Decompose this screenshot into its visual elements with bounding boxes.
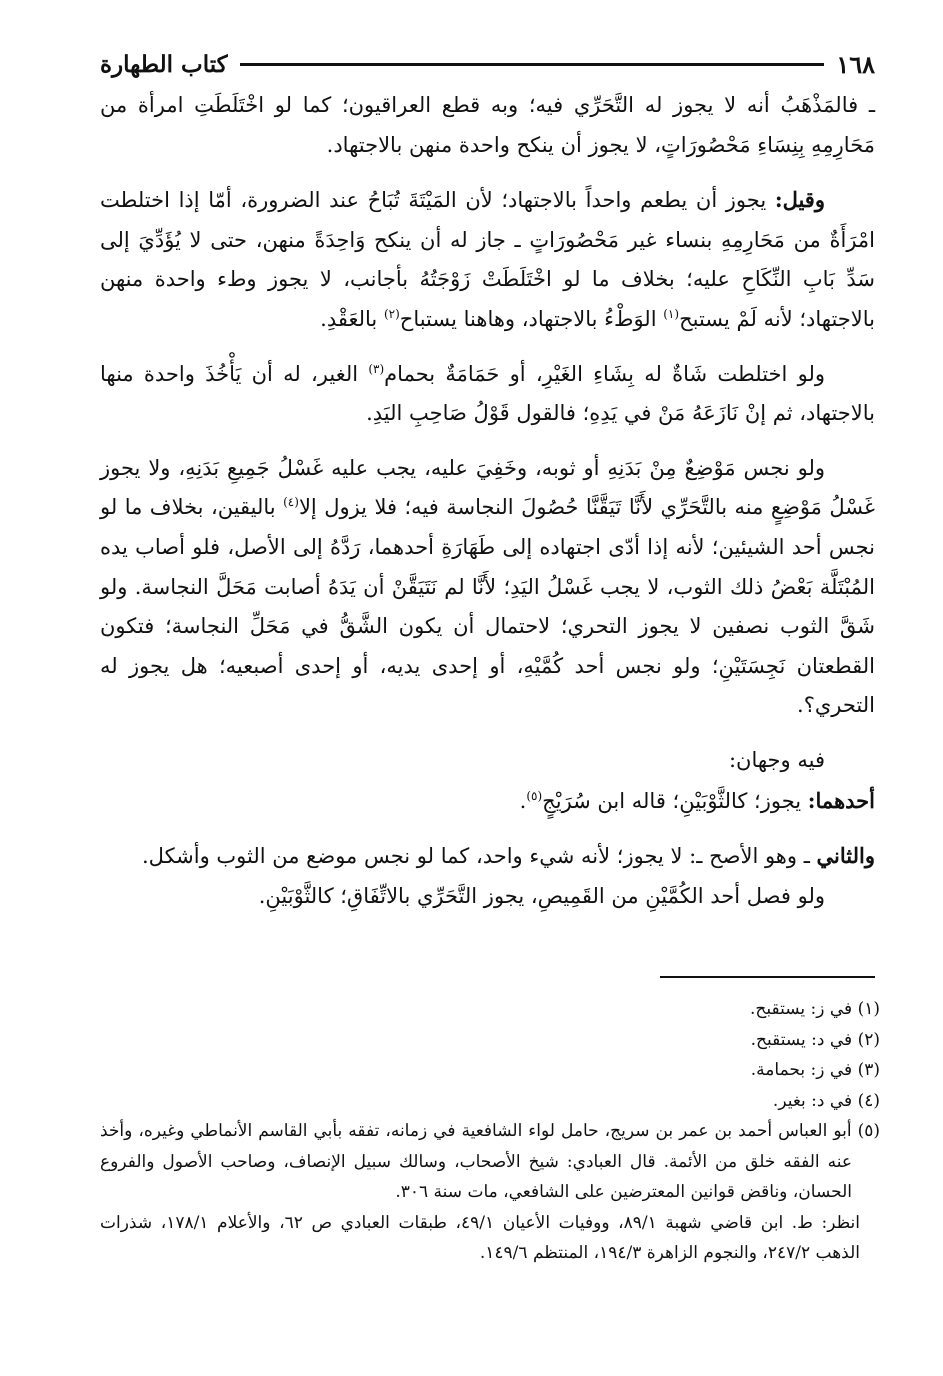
header-rule xyxy=(240,63,825,66)
paragraph-text: يجوز أن يطعم واحداً بالاجتهاد؛ لأن المَيْتَةَ تُبَاحُ عند الضرورة، أمّا إذا اختلطت امْرَأَةٌ من مَحَارِمِهِ بنساء غير مَحْصُورَاتٍ ـ جاز له أن ينكح وَاحِدَةً منهن، حتى لا يُؤَدِّيَ إلى سَدِّ بَابِ النِّكَاحِ عليه؛ بخلاف ما لو اخْتَلَطَتْ زَوْجَتُهُ بأجانب، لا يجوز وطء واحدة منهن بالاجتهاد؛ لأنه لَمْ يستبح xyxy=(100,188,875,331)
footnote-number: (٣) xyxy=(857,1060,880,1080)
footnotes xyxy=(100,994,880,1269)
footnote-2 xyxy=(100,1025,880,1056)
main-text xyxy=(100,86,875,916)
paragraph-text: الغير، له أن يَأْخُذَ واحدة منها بالاجتهاد، ثم إنْ نَازَعَهُ مَنْ في يَدِهِ؛ فالقول قَوْلُ صَاحِبِ اليَدِ. xyxy=(100,361,875,426)
paragraph-6 xyxy=(100,781,875,822)
paragraph-lead: والثاني xyxy=(816,843,875,869)
paragraph-3 xyxy=(100,355,875,434)
page-header xyxy=(100,44,875,84)
footnote-number: (٤) xyxy=(857,1090,880,1111)
paragraph-5 xyxy=(100,741,875,781)
paragraph-1 xyxy=(100,86,875,165)
footnote-ref: (٤) xyxy=(283,495,299,510)
paragraph-text: بالعَقْدِ. xyxy=(320,306,384,331)
paragraph-text: يجوز؛ كالثَّوْبَيْنِ؛ قاله ابن سُرَيْجٍ xyxy=(542,788,808,813)
paragraph-text: باليقين، بخلاف ما لو نجس أحد الشيئين؛ لأنه إذا أدّى اجتهاده إلى طَهَارَةِ أحدهما، رَدَّهُ إلى الأصل، فلو أصاب يده المُبْتَلَّة بَعْضُ ذلك الثوب، لا يجب غَسْلُ اليَدِ؛ لأَنَّا لم نَتَيَقَّنْ أن يَدَهُ أصابت مَحَلَّ النجاسة. ولو شَقَّ الثوب نصفين لا يجوز التحري؛ لاحتمال أن يكون الشَّقُّ في مَحَلِّ النجاسة؛ فتكون القطعتان نَجِسَتَيْنِ؛ ولو نجس أحد كُمَّيْهِ، أو إحدى يديه، أو إحدى أصبعيه؛ هل يجوز له التحري؟. xyxy=(100,495,875,718)
page-number: ١٦٨ xyxy=(836,49,875,79)
footnote-ref: (٢) xyxy=(383,306,400,321)
paragraph-text: فيه وجهان: xyxy=(728,747,825,772)
footnote-1 xyxy=(100,994,880,1025)
footnote-text: في د: يستقبح. xyxy=(750,1029,853,1050)
footnote-ref: (٥) xyxy=(526,788,543,803)
paragraph-lead: وقيل: xyxy=(774,187,825,213)
footnote-3 xyxy=(100,1055,880,1086)
footnote-number: (٢) xyxy=(857,1029,880,1050)
paragraph-text: ـ فالمَذْهَبُ أنه لا يجوز له التَّحَرِّي فيه؛ وبه قطع العراقيون؛ كما لو اخْتَلَطَتِ امرأة من مَحَارِمِهِ بِنِسَاءِ مَحْصُورَاتٍ، لا يجوز أن ينكح واحدة منهن بالاجتهاد. xyxy=(100,93,875,157)
paragraph-7 xyxy=(100,836,875,877)
footnote-separator xyxy=(660,976,875,978)
paragraph-lead: أحدهما: xyxy=(807,787,875,813)
paragraph-8 xyxy=(100,877,875,917)
footnote-text: في ز: يستقبح. xyxy=(749,999,853,1019)
footnote-text: في ز: بحمامة. xyxy=(750,1060,853,1080)
paragraph-text: ولو اختلطت شَاةٌ له بِشَاءِ الغَيْرِ، أو حَمَامَةٌ بحمام xyxy=(384,361,825,386)
footnote-text: أبو العباس أحمد بن عمر بن سريج، حامل لواء الشافعية في زمانه، تفقه بأبي القاسم الأنماطي وغيره، وأخذ عنه الفقه خلق من الأئمة. قال العبادي: شيخ الأصحاب، وسالك سبيل الإنصاف، وصاحب الأصول والفروع الحسان، وناقض قوانين المعترضين على الشافعي، مات سنة ٣٠٦. xyxy=(100,1121,852,1202)
paragraph-text: ولو نجس مَوْضِعٌ مِنْ بَدَنِهِ أو ثوبه، وخَفِيَ عليه، يجب عليه غَسْلُ جَمِيعِ بَدَنِهِ، ولا يجوز غَسْلُ مَوْضِعٍ منه بالتَّحَرِّي لأَنَّا تَيَقَّنَّا حُصُولَ النجاسة فيه؛ فلا يزول إلا xyxy=(100,455,875,520)
book-title: كتاب الطهارة xyxy=(100,50,228,78)
paragraph-4 xyxy=(100,449,875,726)
paragraph-text: . xyxy=(519,788,527,813)
paragraph-text: ـ وهو الأصح ـ: لا يجوز؛ لأنه شيء واحد، كما لو نجس موضع من الثوب وأشكل. xyxy=(141,844,817,869)
paragraph-2 xyxy=(100,180,875,339)
footnote-references: انظر: ط. ابن قاضي شهبة ٨٩/١، ووفيات الأعيان ٤٩/١، طبقات العبادي ص ٦٢، والأعلام ١٧٨/١، شذرات الذهب ٢٤٧/٢، والنجوم الزاهرة ١٩٤/٣، المنتظم ١٤٩/٦. xyxy=(100,1212,860,1263)
footnote-number: (١) xyxy=(857,999,880,1019)
footnote-number: (٥) xyxy=(857,1121,880,1141)
footnote-ref: (٣) xyxy=(368,361,385,376)
footnote-ref: (١) xyxy=(663,306,680,321)
footnote-text: في د: بغير. xyxy=(772,1090,853,1111)
footnote-5 xyxy=(100,1116,880,1208)
paragraph-text: ولو فصل أحد الكُمَّيْنِ من القَمِيصِ، يجوز التَّحَرِّي بالاتِّفَاقِ؛ كالثَّوْبَيْنِ. xyxy=(258,883,825,908)
footnote-4 xyxy=(100,1086,880,1117)
paragraph-text: الوَطْءُ بالاجتهاد، وهاهنا يستباح xyxy=(399,306,664,331)
